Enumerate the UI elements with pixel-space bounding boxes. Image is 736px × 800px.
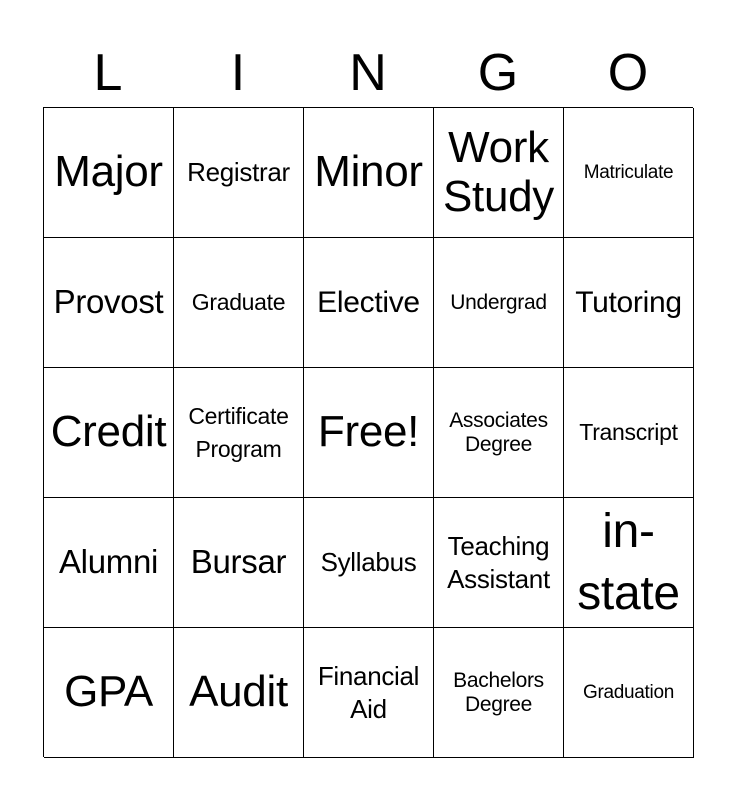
bingo-cell[interactable]: in- state bbox=[564, 498, 694, 628]
bingo-cell[interactable]: Teaching Assistant bbox=[434, 498, 564, 628]
header-letter-o: O bbox=[607, 44, 649, 102]
bingo-board bbox=[43, 107, 693, 757]
bingo-cell[interactable]: Associates Degree bbox=[434, 368, 564, 498]
header-letter-n: N bbox=[349, 44, 387, 102]
bingo-cell[interactable]: Audit bbox=[174, 628, 304, 758]
bingo-cell[interactable]: Minor bbox=[304, 108, 434, 238]
bingo-cell[interactable]: Syllabus bbox=[304, 498, 434, 628]
bingo-cell[interactable]: GPA bbox=[44, 628, 174, 758]
bingo-cell[interactable]: Financial Aid bbox=[304, 628, 434, 758]
bingo-cell[interactable]: Credit bbox=[44, 368, 174, 498]
bingo-cell[interactable]: Graduation bbox=[564, 628, 694, 758]
bingo-cell[interactable]: Registrar bbox=[174, 108, 304, 238]
bingo-cell[interactable]: Provost bbox=[44, 238, 174, 368]
bingo-cell[interactable]: Undergrad bbox=[434, 238, 564, 368]
bingo-cell[interactable]: Major bbox=[44, 108, 174, 238]
header-letter-g: G bbox=[477, 44, 519, 102]
bingo-cell[interactable]: Work Study bbox=[434, 108, 564, 238]
lingo-header bbox=[43, 40, 693, 106]
free-space-cell[interactable]: Free! bbox=[304, 368, 434, 498]
bingo-cell[interactable]: Bachelors Degree bbox=[434, 628, 564, 758]
bingo-cell[interactable]: Graduate bbox=[174, 238, 304, 368]
bingo-cell[interactable]: Elective bbox=[304, 238, 434, 368]
bingo-cell[interactable]: Matriculate bbox=[564, 108, 694, 238]
bingo-cell[interactable]: Transcript bbox=[564, 368, 694, 498]
bingo-cell[interactable]: Tutoring bbox=[564, 238, 694, 368]
header-letter-l: L bbox=[93, 44, 123, 102]
bingo-cell[interactable]: Certificate Program bbox=[174, 368, 304, 498]
bingo-cell[interactable]: Bursar bbox=[174, 498, 304, 628]
header-letter-i: I bbox=[230, 44, 246, 102]
bingo-cell[interactable]: Alumni bbox=[44, 498, 174, 628]
